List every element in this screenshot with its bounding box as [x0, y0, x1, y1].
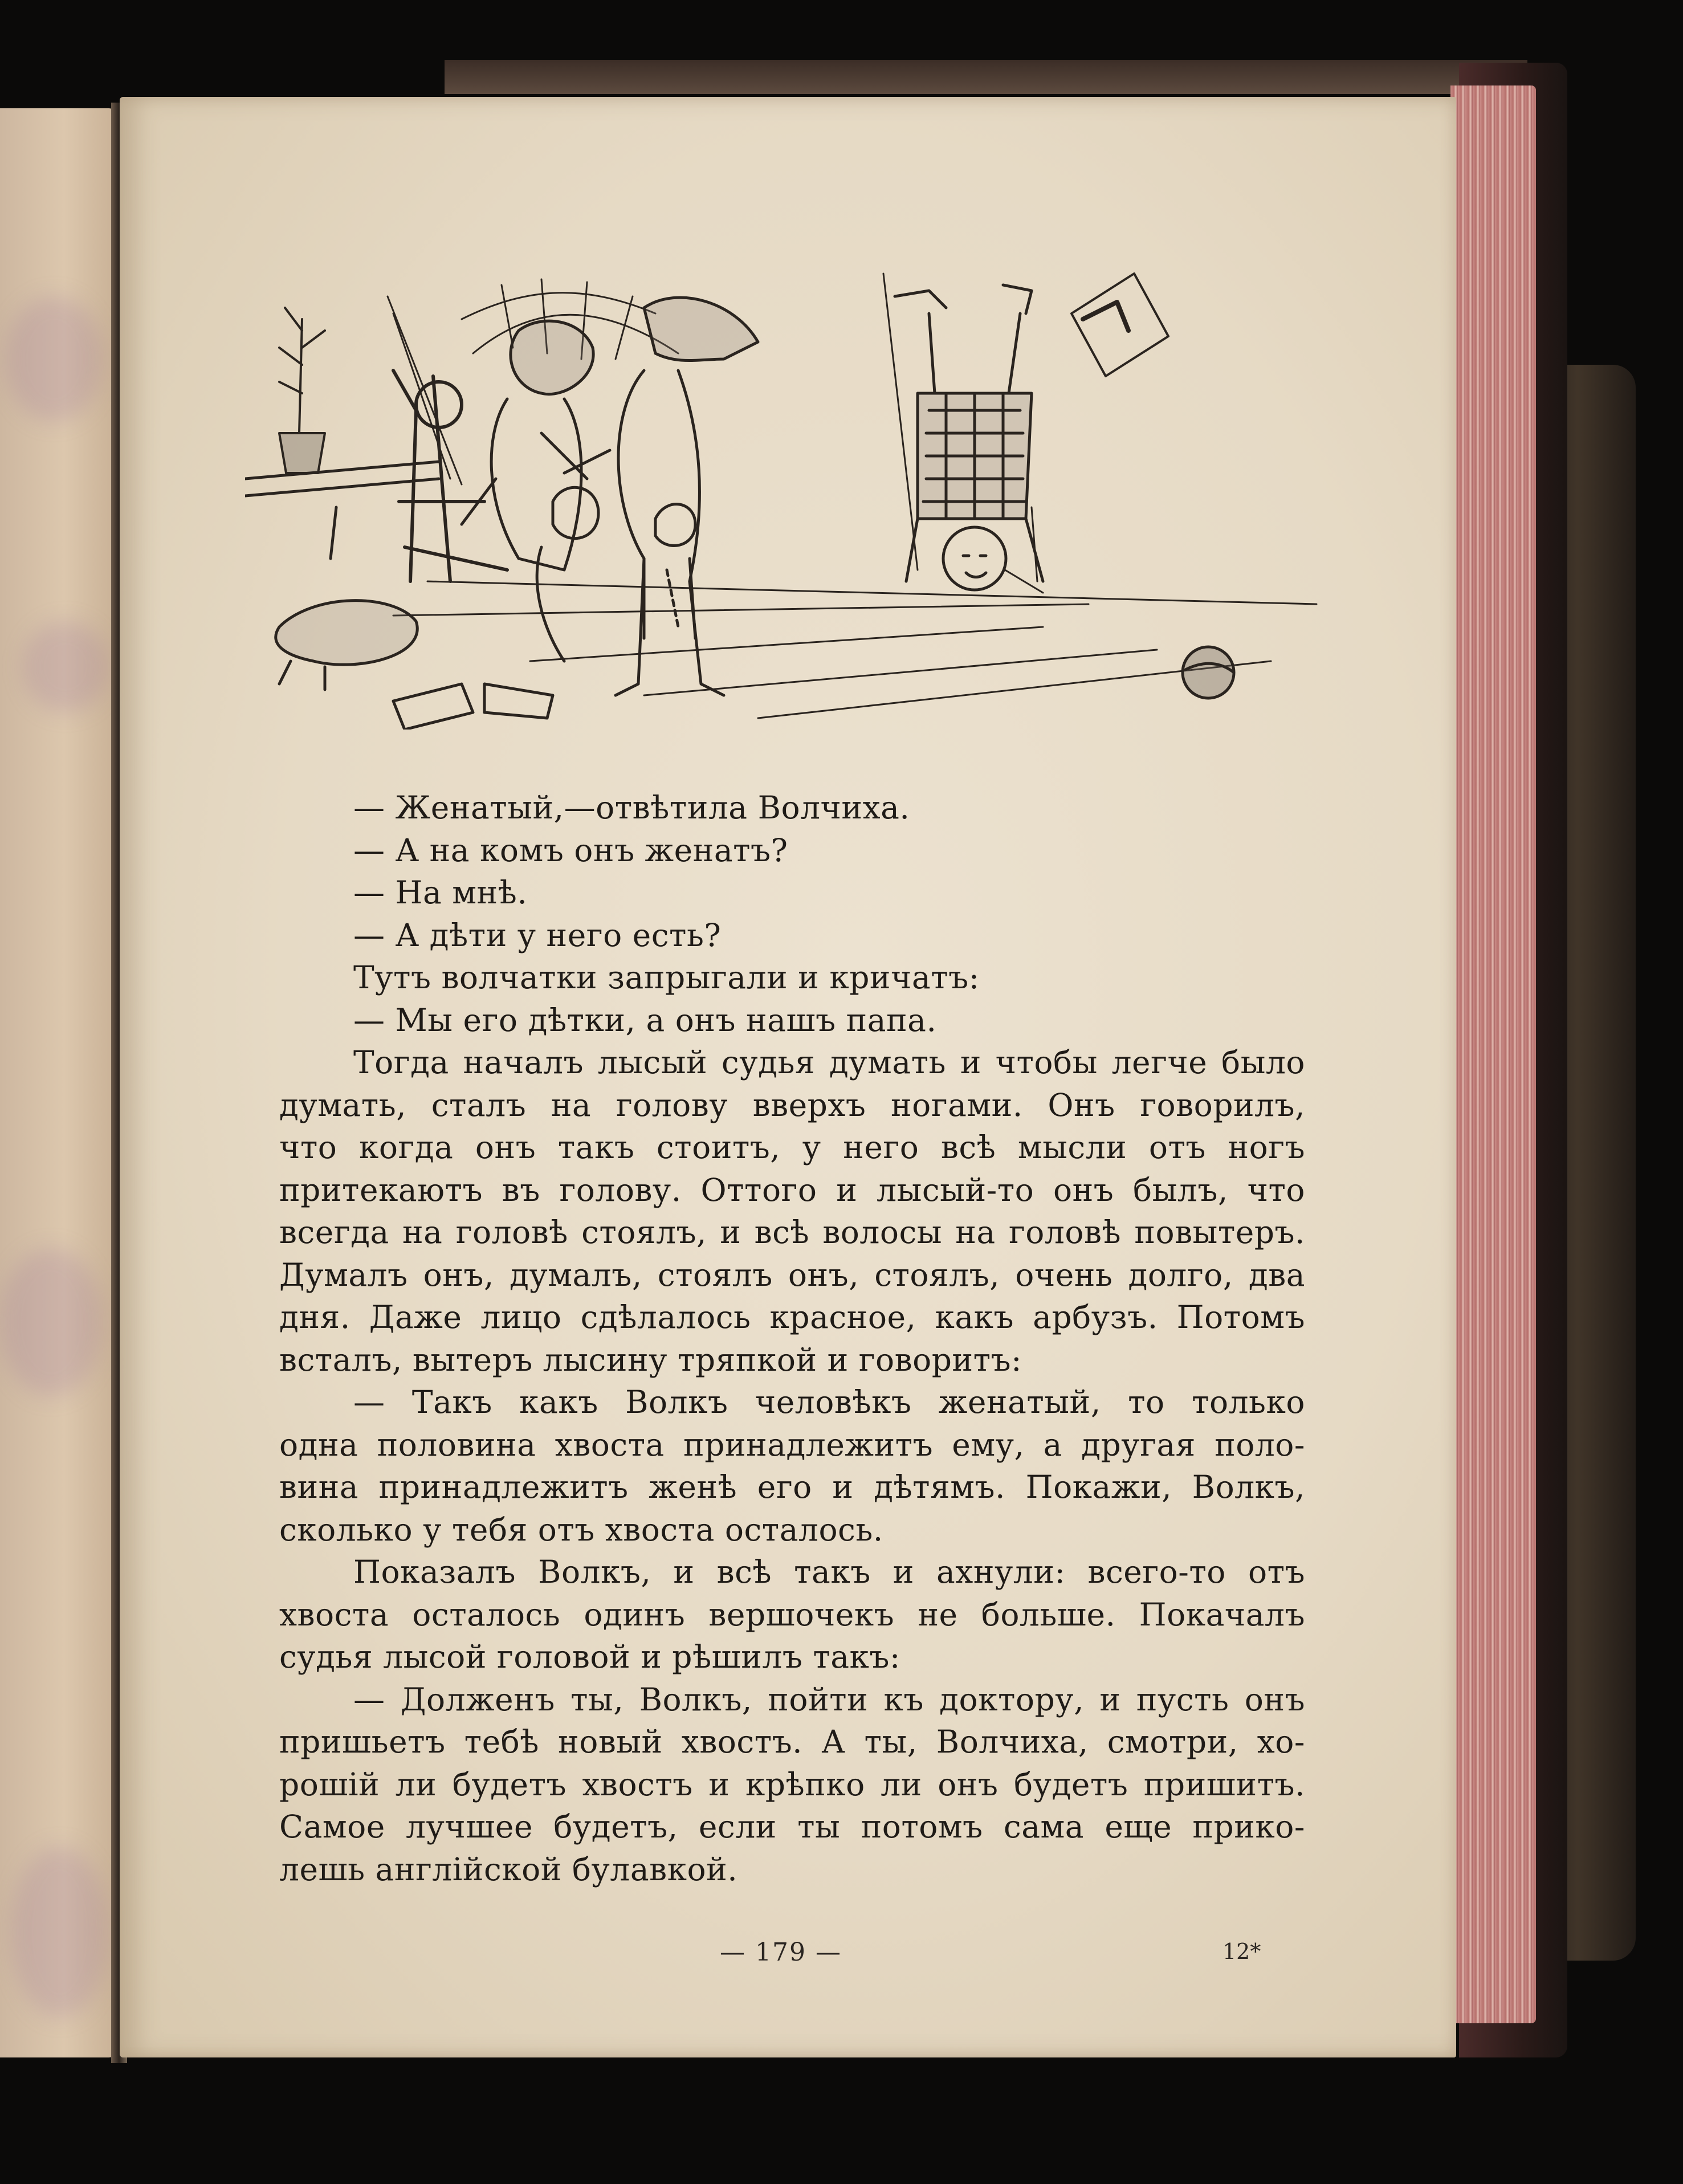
story-text [279, 787, 1305, 1890]
text-line: вина принадлежитъ женѣ его и дѣтямъ. Покажи, Волкъ, [279, 1469, 1305, 1505]
signature-mark: 12* [1222, 1939, 1261, 1964]
previous-page-strip [0, 108, 117, 2057]
text-line: сколько у тебя отъ хвоста осталось. [279, 1511, 883, 1548]
wall-picture [1071, 274, 1168, 376]
book-illustration [245, 262, 1328, 730]
text-line: Показалъ Волкъ, и всѣ такъ и ахнули: всего-то отъ [353, 1554, 1305, 1590]
table [245, 462, 439, 559]
text-line: Тутъ волчатки запрыгали и кричатъ: [353, 959, 980, 996]
upside-down-judge [895, 285, 1043, 590]
text-line: — Такъ какъ Волкъ человѣкъ женатый, то только [353, 1384, 1305, 1420]
text-line: пришьетъ тебѣ новый хвостъ. А ты, Волчиха, смотри, хо- [279, 1723, 1305, 1760]
text-line: всегда на головѣ стоялъ, и всѣ волосы на головѣ повытеръ. [279, 1214, 1305, 1250]
text-line: — А на комъ онъ женатъ? [353, 832, 788, 869]
ball [1183, 647, 1234, 698]
book-cover-top [445, 60, 1527, 94]
text-line: хвоста осталось одинъ вершочекъ не больше. Покачалъ [279, 1596, 1305, 1633]
text-line: — Долженъ ты, Волкъ, пойти къ доктору, и пусть онъ [353, 1681, 1305, 1718]
text-line: Самое лучшее будетъ, если ты потомъ сама еще прико- [279, 1808, 1305, 1845]
text-line: всталъ, вытеръ лысину тряпкой и говоритъ: [279, 1341, 1022, 1378]
text-line: рошій ли будетъ хвостъ и крѣпко ли онъ будетъ пришитъ. [279, 1766, 1305, 1803]
toys [393, 684, 553, 730]
piglet [276, 601, 417, 690]
text-line: судья лысой головой и рѣшилъ такъ: [279, 1639, 900, 1675]
text-line: — Женатый,—отвѣтила Волчиха. [353, 789, 910, 826]
text-line: что когда онъ такъ стоитъ, у него всѣ мысли отъ ногъ [279, 1129, 1305, 1166]
page-edges [1450, 85, 1536, 2023]
text-line: думать, сталъ на голову вверхъ ногами. Онъ говорилъ, [279, 1086, 1305, 1123]
text-line: Думалъ онъ, думалъ, стоялъ онъ, стоялъ, очень долго, два [279, 1256, 1305, 1293]
chair [393, 370, 507, 581]
page-number: — 179 — [720, 1938, 842, 1967]
text-line: притекаютъ въ голову. Оттого и лысый-то онъ былъ, что [279, 1171, 1305, 1208]
text-line: — Мы его дѣтки, а онъ нашъ папа. [353, 1001, 937, 1038]
text-line: Тогда началъ лысый судья думать и чтобы легче было [353, 1044, 1305, 1081]
she-wolf [462, 321, 593, 570]
text-line: дня. Даже лицо сдѣлалось красное, какъ арбузъ. Потомъ [279, 1299, 1305, 1335]
floor-lines [393, 559, 1317, 718]
text-line: — А дѣти у него есть? [353, 916, 722, 954]
text-line: лешь англійской булавкой. [279, 1851, 738, 1888]
potted-plant [279, 308, 325, 473]
text-line: — На мнѣ. [353, 874, 528, 911]
text-line: одна половина хвоста принадлежитъ ему, а другая поло- [279, 1426, 1305, 1463]
wolf-cubs [537, 487, 695, 661]
